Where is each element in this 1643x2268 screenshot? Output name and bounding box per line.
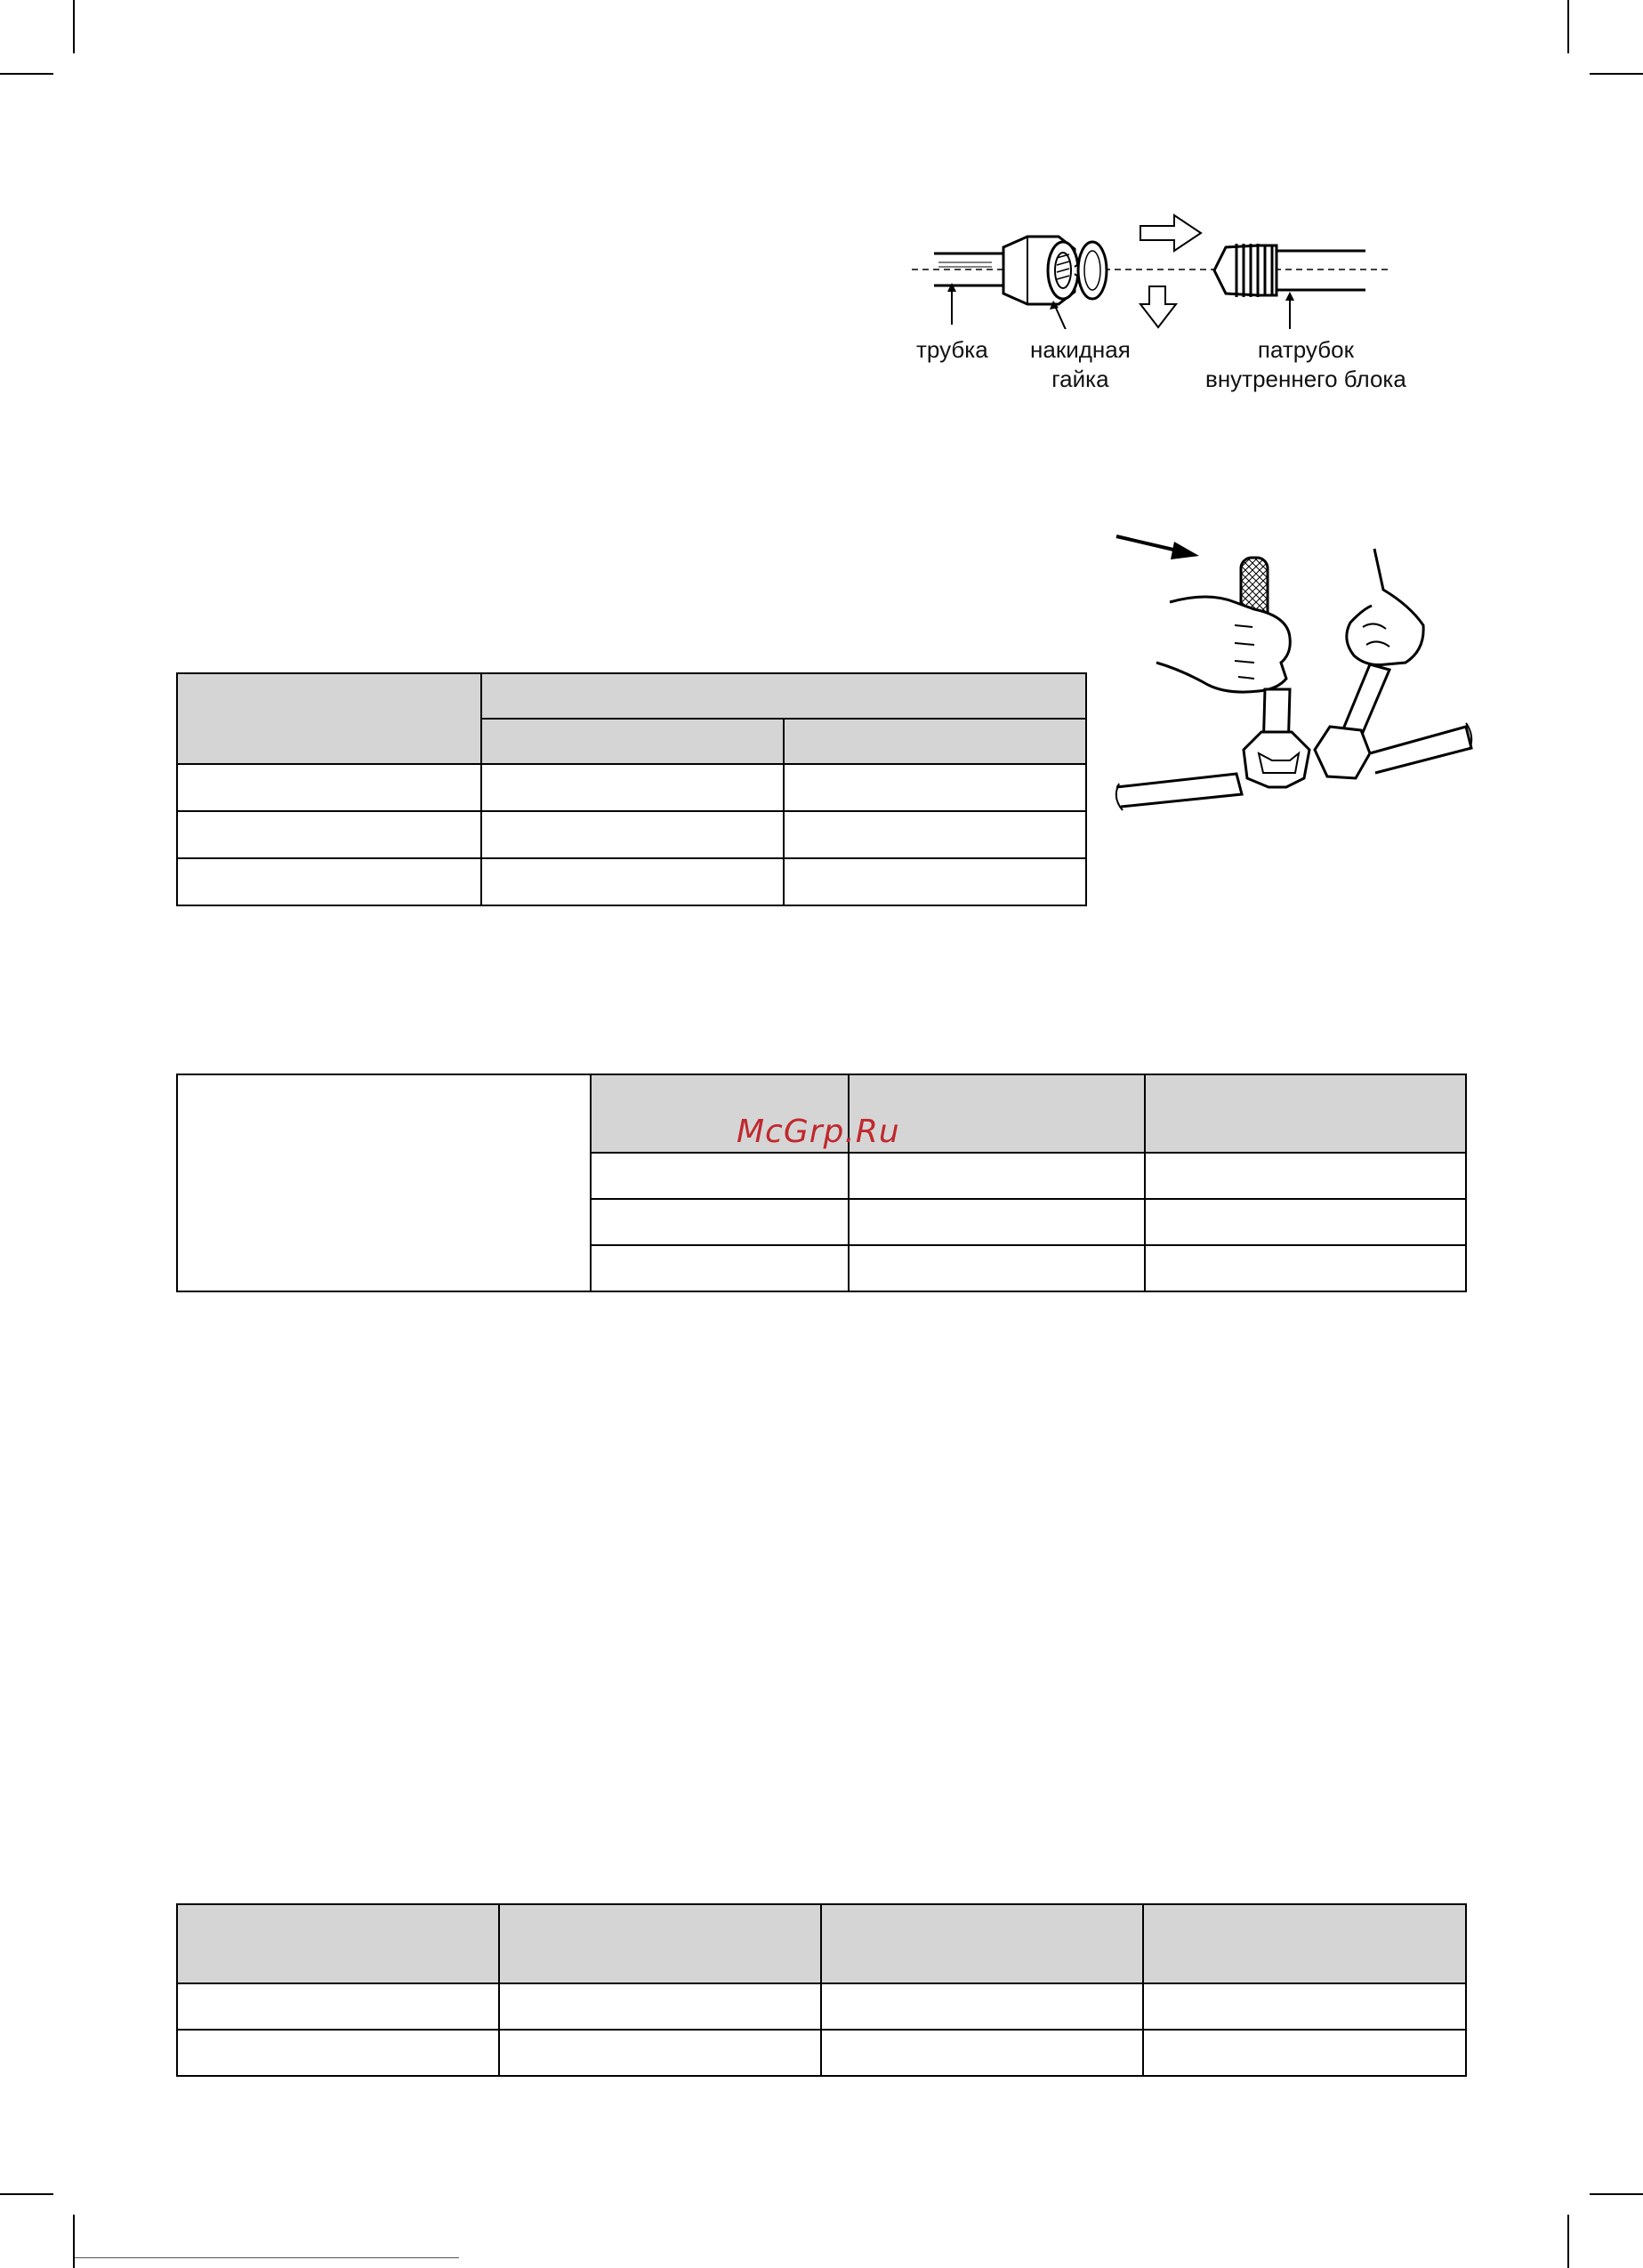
table-row (177, 811, 1086, 858)
table-pipe-sizes (176, 672, 1087, 906)
table-cell (1143, 1983, 1466, 2030)
table-cell (849, 1199, 1145, 1245)
label-fitting-line2: внутреннего блока (1205, 366, 1406, 392)
pipe-connection-diagram (907, 213, 1405, 329)
crop-mark (73, 2215, 75, 2268)
watermark: McGrp.Ru (737, 1114, 900, 1150)
table-cell (177, 811, 481, 858)
table-cell (821, 1983, 1143, 2030)
table-cell (1145, 1245, 1466, 1291)
table-torque-values (176, 1074, 1467, 1292)
label-fitting-line1: патрубок (1257, 336, 1354, 363)
wrench-tightening-illustration (1103, 520, 1494, 840)
label-nut (1030, 335, 1131, 394)
table-cell (784, 764, 1086, 811)
crop-mark (1567, 0, 1569, 53)
table-label-cell (177, 1074, 591, 1291)
crop-mark (73, 0, 75, 53)
table-header-cell (1143, 1904, 1466, 1983)
crop-mark (1590, 73, 1643, 75)
table-cell (499, 1983, 821, 2030)
crop-mark (1567, 2215, 1569, 2268)
table-cell (591, 1245, 849, 1291)
table-cell (1145, 1199, 1466, 1245)
table-header-cell (499, 1904, 821, 1983)
table-row (177, 2030, 1466, 2076)
table-header-cell (177, 673, 481, 764)
table-cell (1143, 2030, 1466, 2076)
label-pipe: трубка (916, 336, 988, 363)
table-cell (849, 1153, 1145, 1199)
table-cell (481, 811, 784, 858)
table-header-cell (821, 1904, 1143, 1983)
table-cell (784, 858, 1086, 905)
table-header-cell (177, 1904, 499, 1983)
table-cell (591, 1153, 849, 1199)
label-nut-line1: накидная (1030, 336, 1131, 363)
table-cell (849, 1245, 1145, 1291)
table-cell (177, 858, 481, 905)
table-cell (177, 2030, 499, 2076)
crop-mark (0, 73, 53, 75)
table-row (177, 764, 1086, 811)
crop-mark (0, 2193, 53, 2195)
table-cell (481, 858, 784, 905)
table-header-cell (1145, 1074, 1466, 1153)
label-nut-line2: гайка (1051, 366, 1109, 392)
table-header-cell (481, 673, 1086, 719)
table-cell (1145, 1153, 1466, 1199)
table-cell (481, 764, 784, 811)
table-header-cell (481, 719, 784, 764)
table-cell (784, 811, 1086, 858)
table-cell (177, 764, 481, 811)
table-header-cell (784, 719, 1086, 764)
table-row (177, 1983, 1466, 2030)
table-cell (177, 1983, 499, 2030)
table-cell (821, 2030, 1143, 2076)
table-row (177, 858, 1086, 905)
table-cell (591, 1199, 849, 1245)
crop-mark (1590, 2193, 1643, 2195)
bottom-rule (75, 2257, 459, 2258)
label-fitting (1205, 335, 1406, 394)
table-additional (176, 1903, 1467, 2077)
table-cell (499, 2030, 821, 2076)
